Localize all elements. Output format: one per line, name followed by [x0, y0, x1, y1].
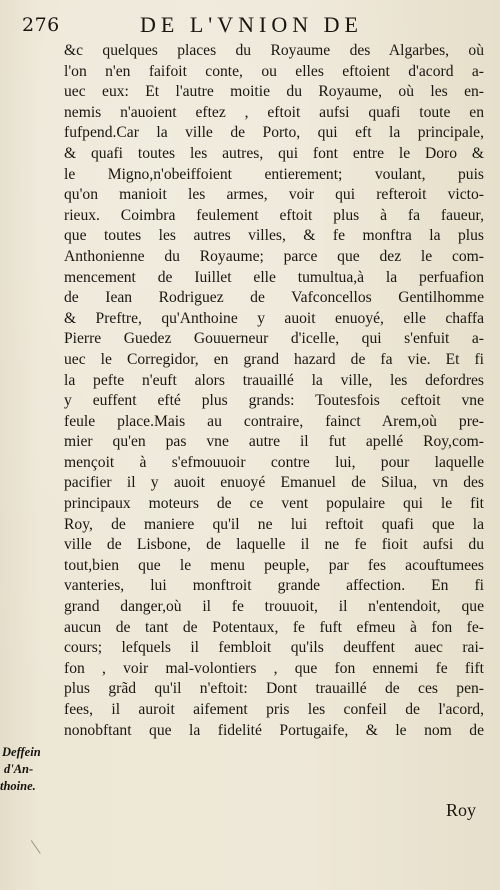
text-line: grand danger,où il fe trouuoit, il n'entendoit, que	[64, 598, 484, 616]
text-line: mençoit à s'efmouuoir contre lui, pour laquelle	[64, 453, 484, 471]
text-line: ville de Lisbone, de laquelle il ne fe fioit aufsi du	[64, 536, 484, 554]
text-line: rieux. Coimbra feulement eftoit plus à fa faueur,	[64, 206, 484, 224]
text-line: vanteries, lui monftroit grande affection. En fi	[64, 577, 484, 595]
text-line: & Preftre, qu'Anthoine y auoit enuoyé, elle chaffa	[64, 309, 484, 327]
text-line: plus grãd qu'il n'eftoit: Dont trauaillé de ces pen-	[64, 680, 484, 698]
text-line: cours; lefquels il fembloit qu'ils deuffent auec rai-	[64, 639, 484, 657]
text-line: & quafi toutes les autres, qui font entre le Doro &	[64, 144, 484, 162]
text-line: tout,bien que le menu peuple, par fes acouftumees	[64, 556, 484, 574]
text-line: qu'on manioit les armes, voir qui refteroit victo-	[64, 186, 484, 204]
margin-note	[2, 744, 68, 795]
text-line: la pefte n'euft alors trauaillé la ville, les defordres	[64, 371, 484, 389]
text-line: le Migno,n'obeiffoient entierement; voulant, puis	[64, 165, 484, 183]
catchword: Roy	[445, 800, 476, 820]
text-line: Anthonienne du Royaume; parce que dez le com-	[64, 247, 484, 265]
text-line: nemis n'auoient eftez , eftoit aufsi quafi toute en	[64, 103, 484, 121]
ink-mark	[31, 832, 52, 854]
text-line: principaux moteurs de ce vent populaire qui le fit	[64, 495, 484, 513]
text-line: fon , voir mal-volontiers , que fon ennemi fe fift	[64, 659, 484, 677]
text-line: uec eux: Et l'autre moitie du Royaume, où les en-	[64, 83, 484, 101]
text-line: de Iean Rodriguez de Vafconcellos Gentilhomme	[64, 289, 484, 307]
text-line: feule place.Mais au contraire, fainct Arem,où pre-	[64, 412, 484, 430]
text-line: fufpend.Car la ville de Porto, qui eft la principale,	[64, 124, 484, 142]
margin-note-line: thoine.	[0, 779, 36, 793]
text-line: &c quelques places du Royaume des Algarbes, où	[64, 42, 484, 59]
text-line: l'on n'en faifoit conte, ou elles eftoient d'acord a-	[64, 62, 484, 80]
text-line: y euffent efté plus grands: Toutesfois ceftoit vne	[64, 392, 484, 410]
running-head: DE L'VNION DE	[140, 12, 363, 37]
text-line: mier qu'en pas vne autre il fut apellé Roy,com-	[64, 433, 484, 451]
text-line: mencement de Iuillet elle tumultua,à la perfuafion	[64, 268, 484, 286]
margin-note-line: Deffein	[2, 745, 41, 759]
text-line: aucun de tant de Potentaux, fe fuft efmeu à fon fe-	[64, 618, 484, 636]
text-line: que toutes les autres villes, & fe monftra la plus	[64, 227, 484, 245]
text-line: pacifier il y auoit enuoyé Emanuel de Silua, vn des	[64, 474, 484, 492]
text-line: Roy, de maniere qu'il ne lui reftoit quafi que la	[64, 515, 484, 533]
text-line: Pierre Guedez Gouuerneur d'icelle, qui s'enfuit a-	[64, 330, 484, 348]
text-line: nonobftant que la fidelité Portugaife, & le nom de	[64, 721, 484, 739]
margin-note-line: d'An-	[4, 762, 34, 776]
page-header	[22, 10, 492, 40]
text-line: uec le Corregidor, en grand hazard de fa vie. Et fi	[64, 350, 484, 368]
body-text	[64, 41, 484, 741]
text-line: fees, il auroit aifement pris les confeil de l'acord,	[64, 701, 484, 718]
page-number: 276	[22, 14, 60, 36]
